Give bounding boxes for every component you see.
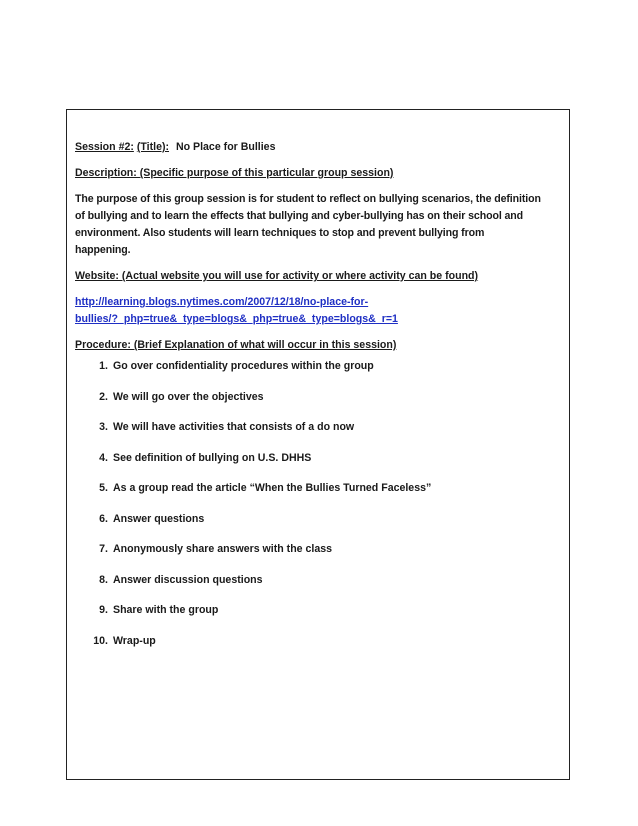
procedure-step <box>75 511 565 542</box>
description-line: of bullying and to learn the effects that bullying and cyber-bullying has on their school and <box>75 210 524 222</box>
procedure-step <box>75 541 565 572</box>
step-text: Go over confidentiality procedures within the group <box>113 360 374 372</box>
step-number: 9. <box>99 604 108 616</box>
website-heading-row <box>75 268 565 285</box>
step-text: Answer discussion questions <box>113 573 263 586</box>
step-number: 4. <box>99 451 108 464</box>
procedure-step <box>75 450 565 481</box>
procedure-step <box>75 633 565 664</box>
session-title-row <box>75 139 565 156</box>
step-text: Anonymously share answers with the class <box>113 543 333 555</box>
procedure-step <box>75 480 565 511</box>
step-number: 2. <box>99 390 108 403</box>
step-text: Wrap-up <box>113 634 156 647</box>
procedure-steps <box>75 358 565 663</box>
step-number: 7. <box>99 543 108 555</box>
step-number: 8. <box>99 573 108 586</box>
title-label: (Title): <box>136 141 170 153</box>
description-line: The purpose of this group session is for student to reflect on bullying scenarios, the definition <box>75 193 541 205</box>
step-text: See definition of bullying on U.S. DHHS <box>113 451 312 464</box>
description-paragraph <box>75 191 565 259</box>
description-line: happening. <box>75 244 131 256</box>
session-title: No Place for Bullies <box>175 141 276 153</box>
step-text: Answer questions <box>113 512 205 525</box>
step-text: We will go over the objectives <box>113 390 264 403</box>
procedure-step <box>75 572 565 603</box>
procedure-step <box>75 358 565 389</box>
website-heading: Website: (Actual website you will use for activity or where activity can be found) <box>75 270 479 282</box>
description-line: environment. Also students will learn techniques to stop and prevent bullying from <box>75 227 485 239</box>
website-link[interactable] <box>75 294 565 328</box>
step-number: 6. <box>99 512 108 525</box>
description-heading-row <box>75 165 565 182</box>
step-number: 1. <box>99 360 108 372</box>
procedure-step <box>75 389 565 420</box>
session-content <box>75 139 565 663</box>
step-text: Share with the group <box>113 604 219 616</box>
procedure-heading: Procedure: (Brief Explanation of what will occur in this session) <box>75 339 397 351</box>
website-url-line[interactable]: http://learning.blogs.nytimes.com/2007/12/18/no-place-for- <box>75 296 369 308</box>
procedure-step <box>75 602 565 633</box>
step-number: 5. <box>99 482 108 494</box>
procedure-heading-row <box>75 337 565 354</box>
step-number: 3. <box>99 421 108 433</box>
website-url-line[interactable]: bullies/?_php=true&_type=blogs&_php=true&_type=blogs&_r=1 <box>75 313 398 325</box>
session-label: Session #2: <box>75 141 134 153</box>
description-heading: Description: (Specific purpose of this particular group session) <box>75 167 394 179</box>
step-text: We will have activities that consists of a do now <box>113 421 355 433</box>
step-number: 10. <box>93 634 108 647</box>
step-text: As a group read the article “When the Bullies Turned Faceless” <box>113 482 432 494</box>
procedure-step <box>75 419 565 450</box>
